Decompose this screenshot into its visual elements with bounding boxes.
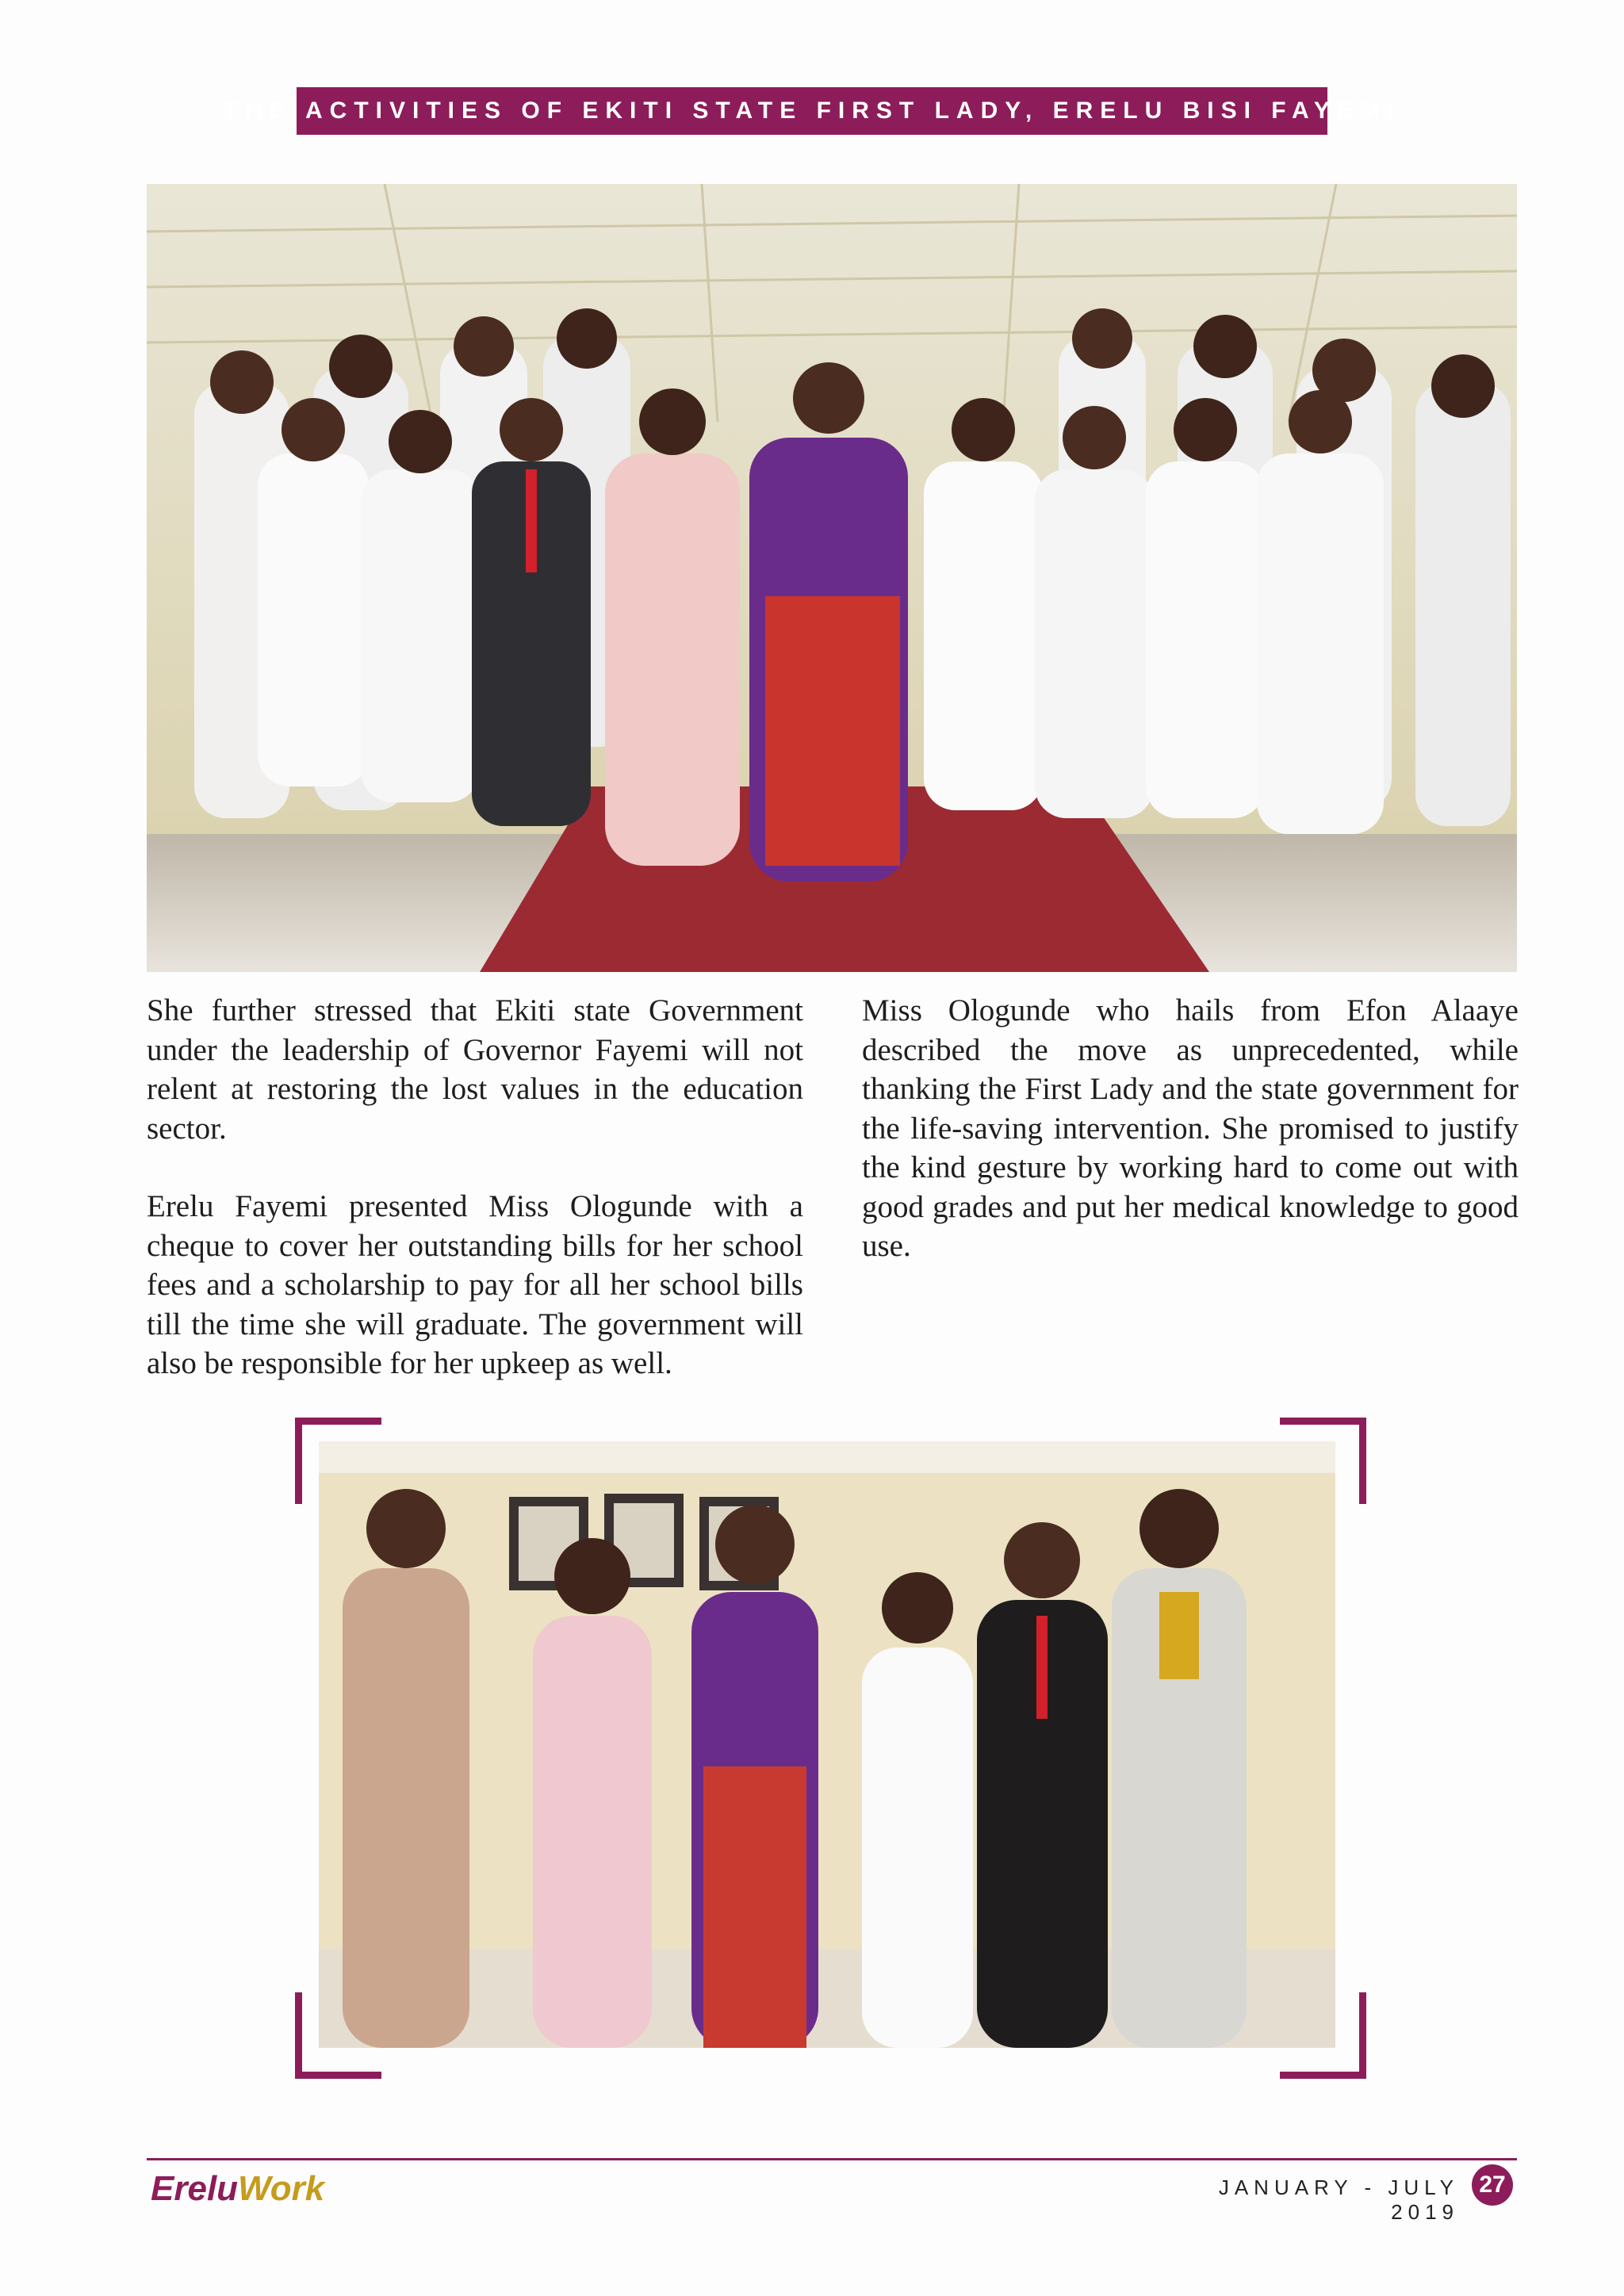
page-number-badge: 27 — [1472, 2164, 1513, 2206]
erelu-work-logo: Erelu Work — [151, 2169, 325, 2208]
article-paragraph: Miss Ologunde who hails from Efon Alaaye described the move as unprecedented, while thanking the First Lady and the state government for the life-saving intervention. She promised to justify the kind gesture by working hard to come out with good grades and put her medical knowledge to good use. — [862, 993, 1519, 1263]
bottom-group-photo — [319, 1441, 1335, 2048]
article-paragraph: She further stressed that Ekiti state Government under the leadership of Governor Fayemi will not relent at restoring the lost values in the education sector. — [147, 993, 803, 1146]
top-group-photo — [147, 184, 1517, 972]
article-right-column — [862, 991, 1519, 1305]
footer-rule — [147, 2158, 1517, 2160]
header-banner: THE ACTIVITIES OF EKITI STATE FIRST LADY, ERELU BISI FAYEMI — [297, 87, 1327, 135]
issue-date: JANUARY - JULY 2019 — [1218, 2175, 1459, 2224]
article-paragraph: Erelu Fayemi presented Miss Ologunde with a cheque to cover her outstanding bills for her school fees and a scholarship to pay for all her school bills till the time she will graduate. The government will also be responsible for her upkeep as well. — [147, 1189, 803, 1380]
article-left-column — [147, 991, 803, 1422]
